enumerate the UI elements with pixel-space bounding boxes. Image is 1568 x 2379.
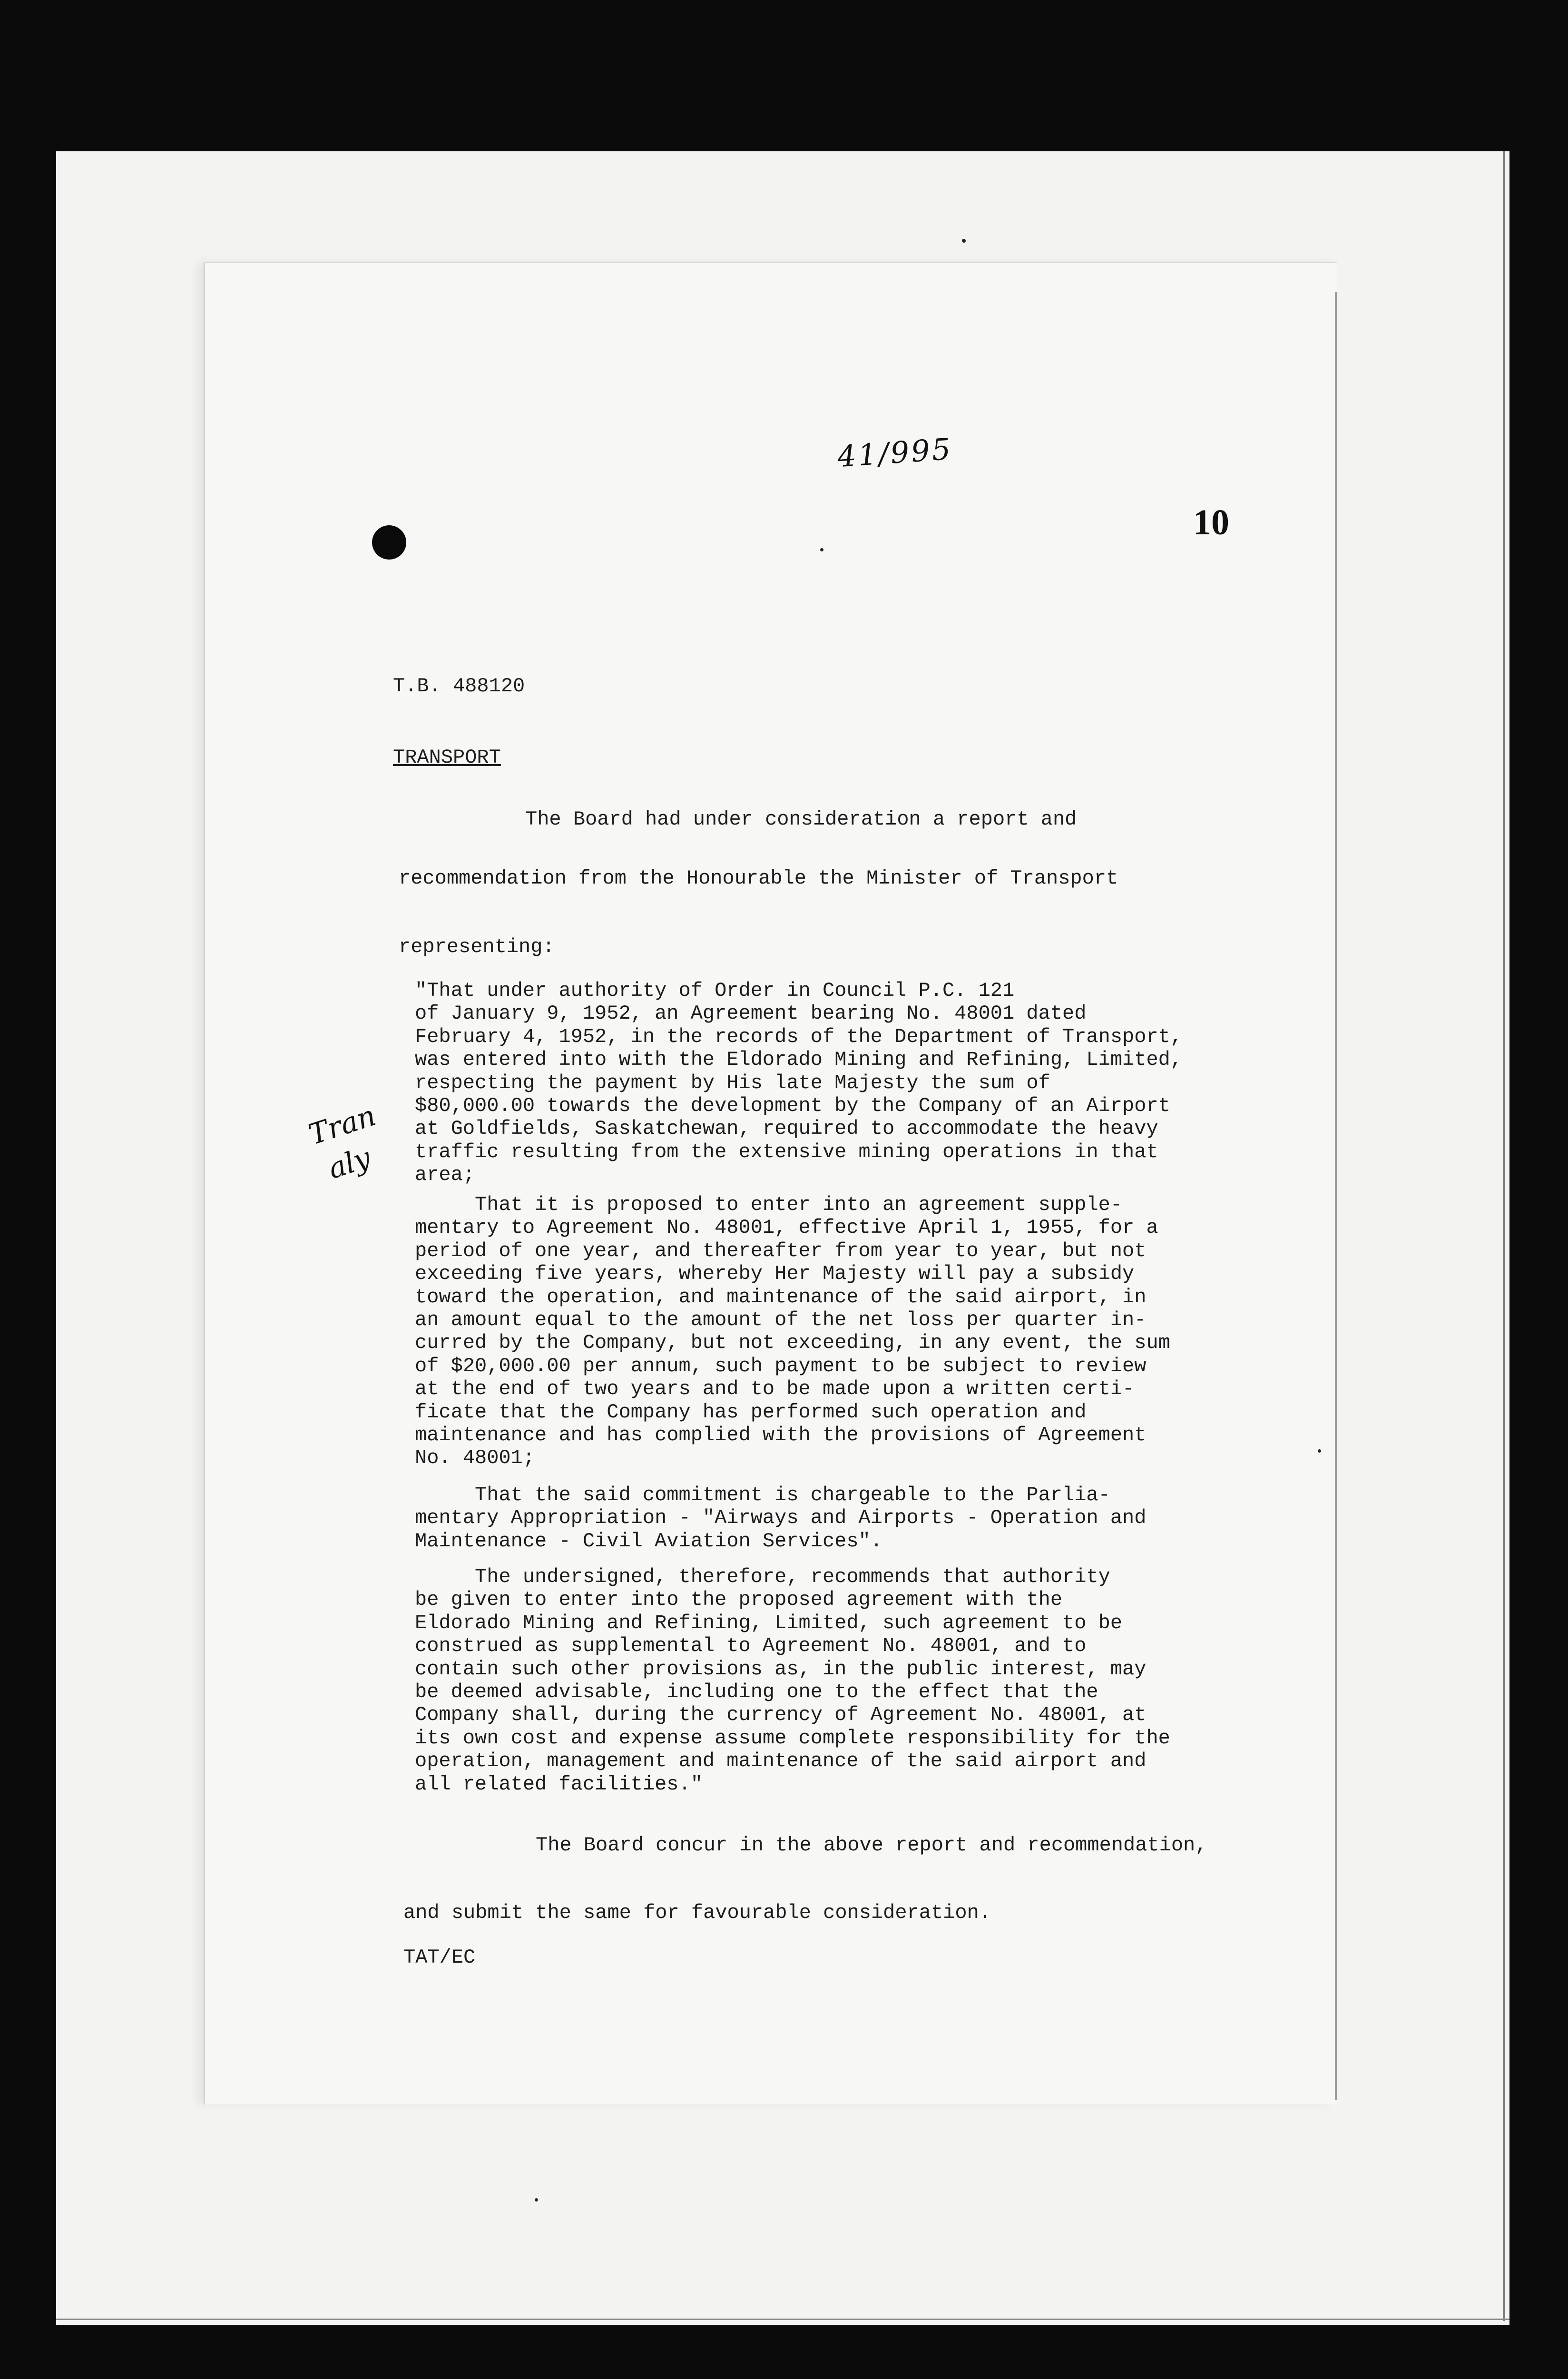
speck-mark bbox=[820, 548, 823, 551]
recommendation-paragraph: The undersigned, therefore, recommends that authority be given to enter into the proposed agreement with the Eldorado Mining and Refining, Limited, such agreement to be construed as supplemental to Agreement No. 48001, and to contain such other provisions as, in the public interest, may be deemed advisable, including one to the effect that the Company shall, during the currency of Agreement No. 48001, at its own cost and expense assume complete responsibility for the operation, management and maintenance of the said airport and all related facilities." bbox=[415, 1565, 1170, 1796]
intro-line: representing: bbox=[399, 935, 555, 958]
intro-line: recommendation from the Honourable the Minister of Transport bbox=[399, 867, 1118, 890]
speck-mark bbox=[1318, 1449, 1321, 1453]
treasury-board-reference: T.B. 488120 bbox=[393, 675, 525, 698]
recommendation-paragraph: That the said commitment is chargeable to the Parlia- mentary Appropriation - "Airways and Airports - Operation and Maintenance - Civil Aviation Services". bbox=[415, 1484, 1147, 1553]
backing-sheet-edge-bottom bbox=[56, 2319, 1509, 2320]
page-number-stamp: 10 bbox=[1193, 502, 1229, 542]
document-heading: TRANSPORT bbox=[393, 746, 501, 769]
speck-mark bbox=[535, 2198, 538, 2202]
handwritten-margin-note: Tran bbox=[304, 1099, 380, 1152]
closing-line: and submit the same for favourable consideration. bbox=[403, 1901, 991, 1924]
typist-initials: TAT/EC bbox=[403, 1946, 476, 1969]
intro-line: The Board had under consideration a report and bbox=[525, 808, 1077, 831]
recommendation-paragraph: That it is proposed to enter into an agreement supple- mentary to Agreement No. 48001, effective April 1, 1955, for a period of one year, and thereafter from year to year, but not exceeding five years, whereby Her Majesty will pay a subsidy toward the operation, and maintenance of the said airport, in an amount equal to the amount of the net loss per quarter in- curred by the Company, but not exceeding, in any event, the sum of $20,000.00 per annum, such payment to be subject to review at the end of two years and to be made upon a written certi- ficate that the Company has performed such operation and maintenance and has complied with the provisions of Agreement No. 48001; bbox=[415, 1193, 1170, 1470]
handwritten-margin-note: aly bbox=[324, 1140, 375, 1186]
recommendation-paragraph: "That under authority of Order in Council P.C. 121 of January 9, 1952, an Agreement bearing No. 48001 dated February 4, 1952, in the records of the Department of Transport, was entered into with the Eldorado Mining and Refining, Limited, respecting the payment by His late Majesty the sum of $80,000.00 towards the development by the Company of an Airport at Goldfields, Saskatchewan, required to accommodate the heavy traffic resulting from the extensive mining operations in that area; bbox=[415, 979, 1183, 1187]
backing-sheet-edge-right bbox=[1503, 151, 1505, 2321]
punch-hole bbox=[372, 525, 406, 560]
document-page-edge-right bbox=[1335, 292, 1337, 2100]
handwritten-file-number: 41/995 bbox=[836, 431, 954, 474]
closing-line: The Board concur in the above report and recommendation, bbox=[536, 1834, 1207, 1857]
speck-mark bbox=[962, 239, 966, 243]
